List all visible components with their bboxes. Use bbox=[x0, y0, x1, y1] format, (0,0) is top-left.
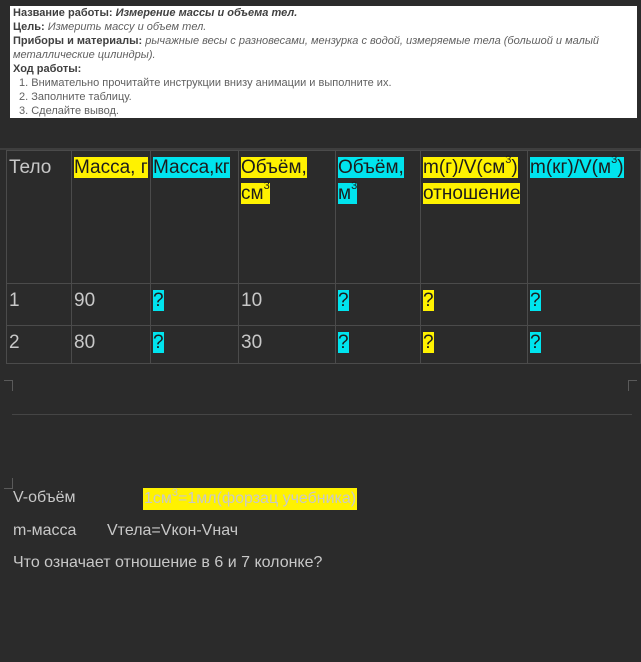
table-header-row bbox=[7, 151, 641, 284]
step-item: 2. Заполните таблицу. bbox=[19, 91, 132, 103]
cell-volume-cm3: 10 bbox=[239, 284, 336, 326]
title-line: Название работы: Измерение массы и объема тел. bbox=[13, 7, 298, 19]
cell-ratio-g: ? bbox=[421, 284, 528, 326]
steps-list bbox=[13, 76, 633, 118]
table-row bbox=[7, 326, 641, 364]
cell-volume-m3: ? bbox=[336, 326, 421, 364]
cell-volume-cm3: 30 bbox=[239, 326, 336, 364]
header-ratio-g-cm3: $m(г)/V(см^3)$ отношение bbox=[421, 151, 528, 284]
header-ratio-kg-m3: $m(кг)/V(м^3)$ bbox=[528, 151, 641, 284]
volume-definition: V-объём bbox=[13, 489, 76, 506]
cell-mass-kg: ? bbox=[151, 326, 239, 364]
materials-line: Приборы и материалы: рычажные весы с разновесами, мензурка с водой, измеряемые тела (большой и малый металлические цилиндры). bbox=[13, 35, 600, 61]
cell-volume-m3: ? bbox=[336, 284, 421, 326]
cell-body: 1 bbox=[7, 284, 72, 326]
cell-mass-g: 80 bbox=[72, 326, 151, 364]
step-item: 3. Сделайте вывод. bbox=[19, 105, 119, 117]
header-body: Тело bbox=[7, 151, 72, 284]
measurement-table bbox=[6, 150, 641, 364]
volume-formula: Vтела=Vкон-Vнач bbox=[107, 522, 239, 539]
cell-body: 2 bbox=[7, 326, 72, 364]
header-mass-kg: Масса,кг bbox=[151, 151, 239, 284]
selection-corner-left-bottom bbox=[4, 478, 13, 489]
cell-mass-g: 90 bbox=[72, 284, 151, 326]
goal-line: Цель: Измерить массу и объем тел. bbox=[13, 21, 207, 33]
table-row bbox=[7, 284, 641, 326]
progress-label: Ход работы: bbox=[13, 63, 82, 75]
cell-mass-kg: ? bbox=[151, 284, 239, 326]
cell-ratio-kg: ? bbox=[528, 326, 641, 364]
header-volume-m3: Объём, $м^3$ bbox=[336, 151, 421, 284]
cell-ratio-g: ? bbox=[421, 326, 528, 364]
header-mass-g: Масса, г bbox=[72, 151, 151, 284]
section-divider bbox=[12, 414, 632, 415]
task-header bbox=[10, 6, 637, 118]
selection-corner-right bbox=[628, 380, 637, 391]
selection-corner-left bbox=[4, 380, 13, 391]
step-item: 1. Внимательно прочитайте инструкции внизу анимации и выполните их. bbox=[19, 77, 392, 89]
mass-definition: m-масса bbox=[13, 522, 77, 539]
unit-conversion: $1см^3=1мл(форзац$ учебника) bbox=[143, 488, 357, 510]
question-text: Что означает отношение в 6 и 7 колонке? bbox=[13, 554, 323, 571]
cell-ratio-kg: ? bbox=[528, 284, 641, 326]
header-volume-cm3: Объём, $см^3$ bbox=[239, 151, 336, 284]
